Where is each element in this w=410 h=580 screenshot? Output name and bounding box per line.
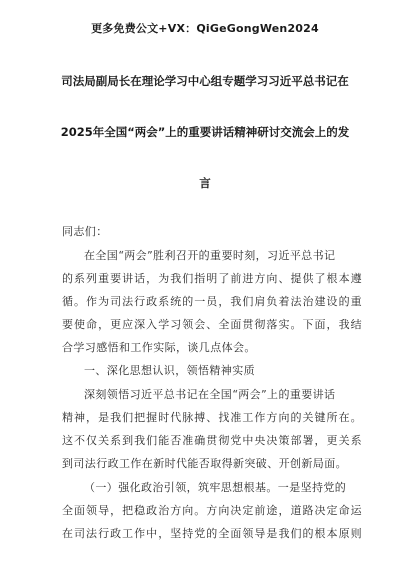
- document-title-line-2: 2025年全国“两会”上的重要讲话精神研讨交流会上的发: [60, 125, 350, 139]
- watermark-header: 更多免费公文+VX：QiGeGongWen2024: [91, 22, 319, 35]
- paragraph-line: 的系列重要讲话，为我们指明了前进方向、提供了根本遵: [62, 272, 362, 285]
- section-heading: 一、深化思想认识，领悟精神实质: [84, 364, 255, 377]
- document-title-line-3: 言: [199, 176, 211, 190]
- salutation: 同志们：: [62, 225, 108, 238]
- paragraph-line: 全面领导，把稳政治方向。方向决定前途，道路决定命运: [62, 504, 362, 517]
- paragraph-line: 合学习感悟和工作实际，谈几点体会。: [62, 341, 256, 354]
- paragraph-line: 在司法行政工作中，坚持党的全面领导是我们的根本原则: [62, 527, 362, 540]
- paragraph-line: 这不仅关系到我们能否准确贯彻党中央决策部署，更关系: [62, 434, 362, 447]
- paragraph-line: 在全国“两会”胜利召开的重要时刻，习近平总书记: [84, 249, 336, 262]
- paragraph-line: 精神，是我们把握时代脉搏、找准工作方向的关键所在。: [62, 411, 362, 424]
- paragraph-line: 要使命，更应深入学习领会、全面贯彻落实。下面，我结: [62, 318, 362, 331]
- paragraph-line: 到司法行政工作在新时代能否取得新突破、开创新局面。: [62, 457, 347, 470]
- paragraph-line: 循。作为司法行政系统的一员，我们肩负着法治建设的重: [62, 295, 362, 308]
- paragraph-line: 深刻领悟习近平总书记在全国“两会”上的重要讲话: [84, 388, 336, 401]
- document-title-line-1: 司法局副局长在理论学习中心组专题学习习近平总书记在: [61, 74, 349, 88]
- subsection-paragraph-line: （一）强化政治引领，筑牢思想根基。一是坚持党的: [84, 481, 347, 494]
